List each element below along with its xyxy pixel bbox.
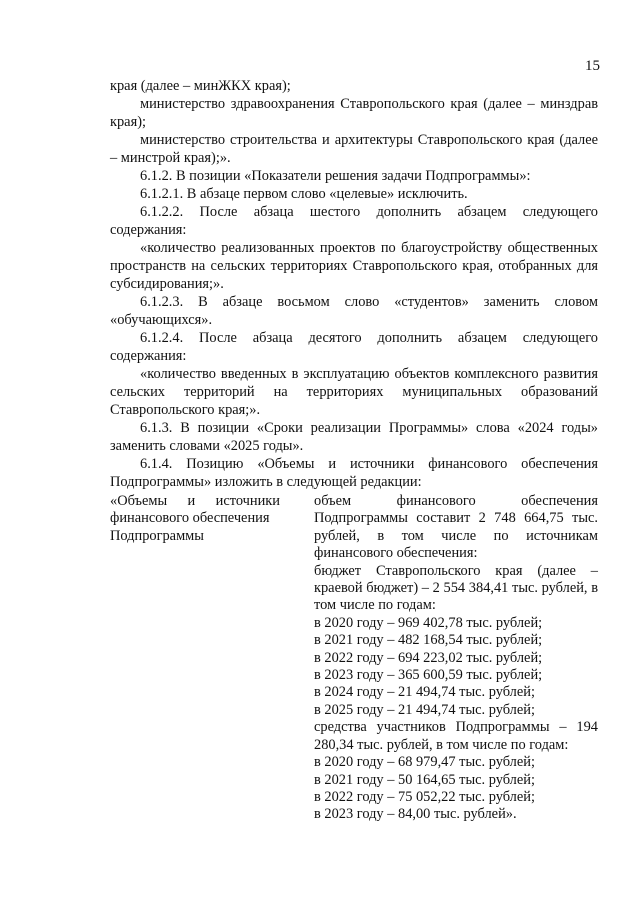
paragraph: 6.1.2. В позиции «Показатели решения задачи Подпрограммы»: bbox=[140, 168, 531, 184]
paragraph: 6.1.2.4. После абзаца десятого дополнить абзацем следующего содержания: bbox=[110, 330, 598, 364]
paragraph: министерство здравоохранения Ставропольского края (далее – минздрав края); bbox=[110, 96, 598, 130]
paragraph: 6.1.4. Позицию «Объемы и источники финансового обеспечения Подпрограммы» изложить в следующей редакции: bbox=[110, 456, 598, 490]
funding-table-value-line: в 2022 году – 694 223,02 тыс. рублей; bbox=[314, 649, 543, 666]
paragraph: министерство строительства и архитектуры Ставропольского края (далее – минстрой края);». bbox=[110, 132, 598, 166]
funding-table-value-line: в 2021 году – 482 168,54 тыс. рублей; bbox=[314, 632, 543, 649]
funding-table-right-column bbox=[314, 493, 598, 824]
funding-table-value-line: средства участников Подпрограммы – 194 280,34 тыс. рублей, в том числе по годам: bbox=[314, 719, 598, 753]
funding-table-value-line: в 2022 году – 75 052,22 тыс. рублей; bbox=[314, 788, 535, 805]
paragraph: 6.1.2.3. В абзаце восьмом слово «студентов» заменить словом «обучающихся». bbox=[110, 294, 598, 328]
body-text bbox=[110, 77, 598, 491]
funding-table bbox=[110, 493, 598, 824]
funding-table-value-line: в 2023 году – 365 600,59 тыс. рублей; bbox=[314, 667, 543, 684]
page-number: 15 bbox=[585, 58, 600, 74]
funding-table-value-line: в 2020 году – 68 979,47 тыс. рублей; bbox=[314, 754, 535, 771]
funding-table-value-line: в 2020 году – 969 402,78 тыс. рублей; bbox=[314, 614, 543, 631]
funding-table-label-line: «Объемы и источники bbox=[110, 493, 280, 509]
funding-table-value-line: объем финансового обеспечения Подпрограммы составит 2 748 664,75 тыс. рублей, в том числе по источникам финансового обеспечения: bbox=[314, 493, 598, 562]
funding-table-left-column bbox=[110, 493, 280, 824]
funding-table-value-line: бюджет Ставропольского края (далее – краевой бюджет) – 2 554 384,41 тыс. рублей, в том числе по годам: bbox=[314, 562, 598, 614]
paragraph: 6.1.2.2. После абзаца шестого дополнить абзацем следующего содержания: bbox=[110, 204, 598, 238]
paragraph: 6.1.2.1. В абзаце первом слово «целевые» исключить. bbox=[140, 186, 468, 202]
funding-table-value-line: в 2024 году – 21 494,74 тыс. рублей; bbox=[314, 684, 535, 701]
funding-table-label-line: Подпрограммы bbox=[110, 527, 204, 544]
paragraph: края (далее – минЖКХ края); bbox=[110, 78, 291, 94]
paragraph: «количество введенных в эксплуатацию объектов комплексного развития сельских территорий на территориях муниципальных образований Ставропольского края;». bbox=[110, 366, 598, 418]
funding-table-label-line: финансового обеспечения bbox=[110, 510, 270, 527]
paragraph: «количество реализованных проектов по благоустройству общественных пространств на сельских территориях Ставропольского края, отобранных для субсидирования;». bbox=[110, 240, 598, 292]
funding-table-value-line: в 2021 году – 50 164,65 тыс. рублей; bbox=[314, 771, 535, 788]
paragraph: 6.1.3. В позиции «Сроки реализации Программы» слова «2024 годы» заменить словами «2025 годы». bbox=[110, 420, 598, 454]
funding-table-value-line: в 2023 году – 84,00 тыс. рублей». bbox=[314, 806, 517, 823]
funding-table-value-line: в 2025 году – 21 494,74 тыс. рублей; bbox=[314, 701, 535, 718]
